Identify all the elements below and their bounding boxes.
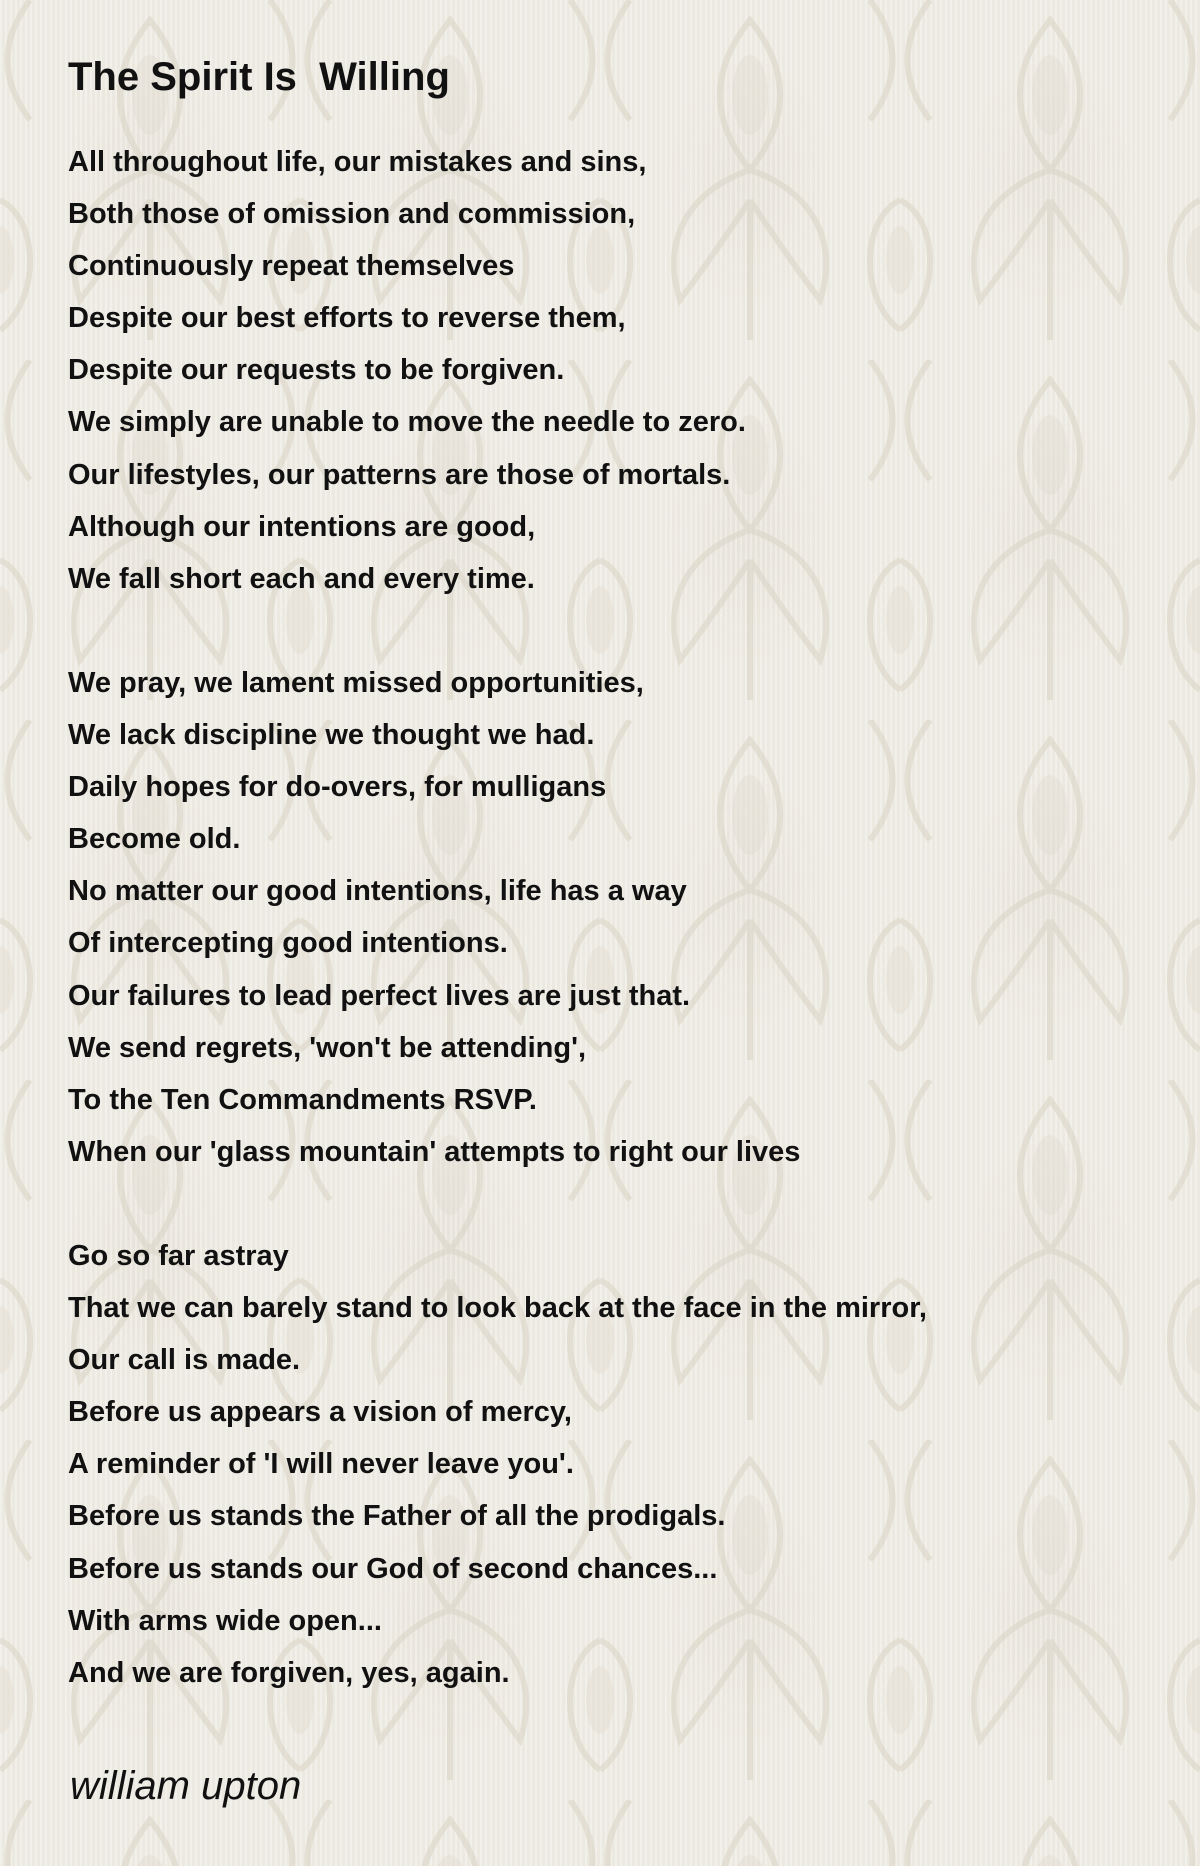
poem-line: And we are forgiven, yes, again. (68, 1656, 510, 1689)
poem-line: Continuously repeat themselves (68, 250, 515, 283)
poem-line: Our call is made. (68, 1344, 301, 1377)
poem-line: Both those of omission and commission, (68, 198, 636, 231)
poem-line: To the Ten Commandments RSVP. (68, 1083, 537, 1116)
stanza-break (68, 1178, 1148, 1230)
poem-body (68, 136, 1148, 1699)
poem-line: With arms wide open... (68, 1604, 382, 1637)
poem-author: william upton (70, 1764, 302, 1808)
stanza (68, 657, 1148, 1178)
poem-line: Of intercepting good intentions. (68, 927, 508, 960)
poem-line: We simply are unable to move the needle to zero. (68, 406, 746, 439)
poem-line: Daily hopes for do-overs, for mulligans (68, 771, 607, 804)
poem-line: No matter our good intentions, life has a way (68, 875, 687, 908)
poem-line: Our lifestyles, our patterns are those of mortals. (68, 458, 731, 491)
poem-container (68, 40, 1148, 1699)
stanza-break (68, 605, 1148, 657)
poem-line: We lack discipline we thought we had. (68, 719, 595, 752)
poem-line: Although our intentions are good, (68, 510, 536, 543)
poem-line: We fall short each and every time. (68, 562, 535, 595)
poem-line: Despite our requests to be forgiven. (68, 354, 565, 387)
poem-line: Go so far astray (68, 1239, 289, 1272)
poem-line: A reminder of 'I will never leave you'. (68, 1448, 574, 1481)
poem-line: Our failures to lead perfect lives are just that. (68, 979, 691, 1012)
poem-line: We send regrets, 'won't be attending', (68, 1031, 587, 1064)
poem-line: Despite our best efforts to reverse them, (68, 302, 626, 335)
poem-line: Before us stands the Father of all the prodigals. (68, 1500, 726, 1533)
poem-line: We pray, we lament missed opportunities, (68, 666, 644, 699)
poem-line: Become old. (68, 823, 241, 856)
poem-title: The Spirit Is Willing (68, 55, 450, 99)
stanza (68, 1230, 1148, 1699)
poem-line: All throughout life, our mistakes and sins, (68, 146, 647, 178)
poem-line: When our 'glass mountain' attempts to right our lives (68, 1135, 801, 1168)
poem-line: Before us stands our God of second chances... (68, 1552, 718, 1585)
poem-line: Before us appears a vision of mercy, (68, 1396, 572, 1429)
stanza (68, 136, 1148, 605)
poem-line: That we can barely stand to look back at the face in the mirror, (68, 1292, 927, 1325)
